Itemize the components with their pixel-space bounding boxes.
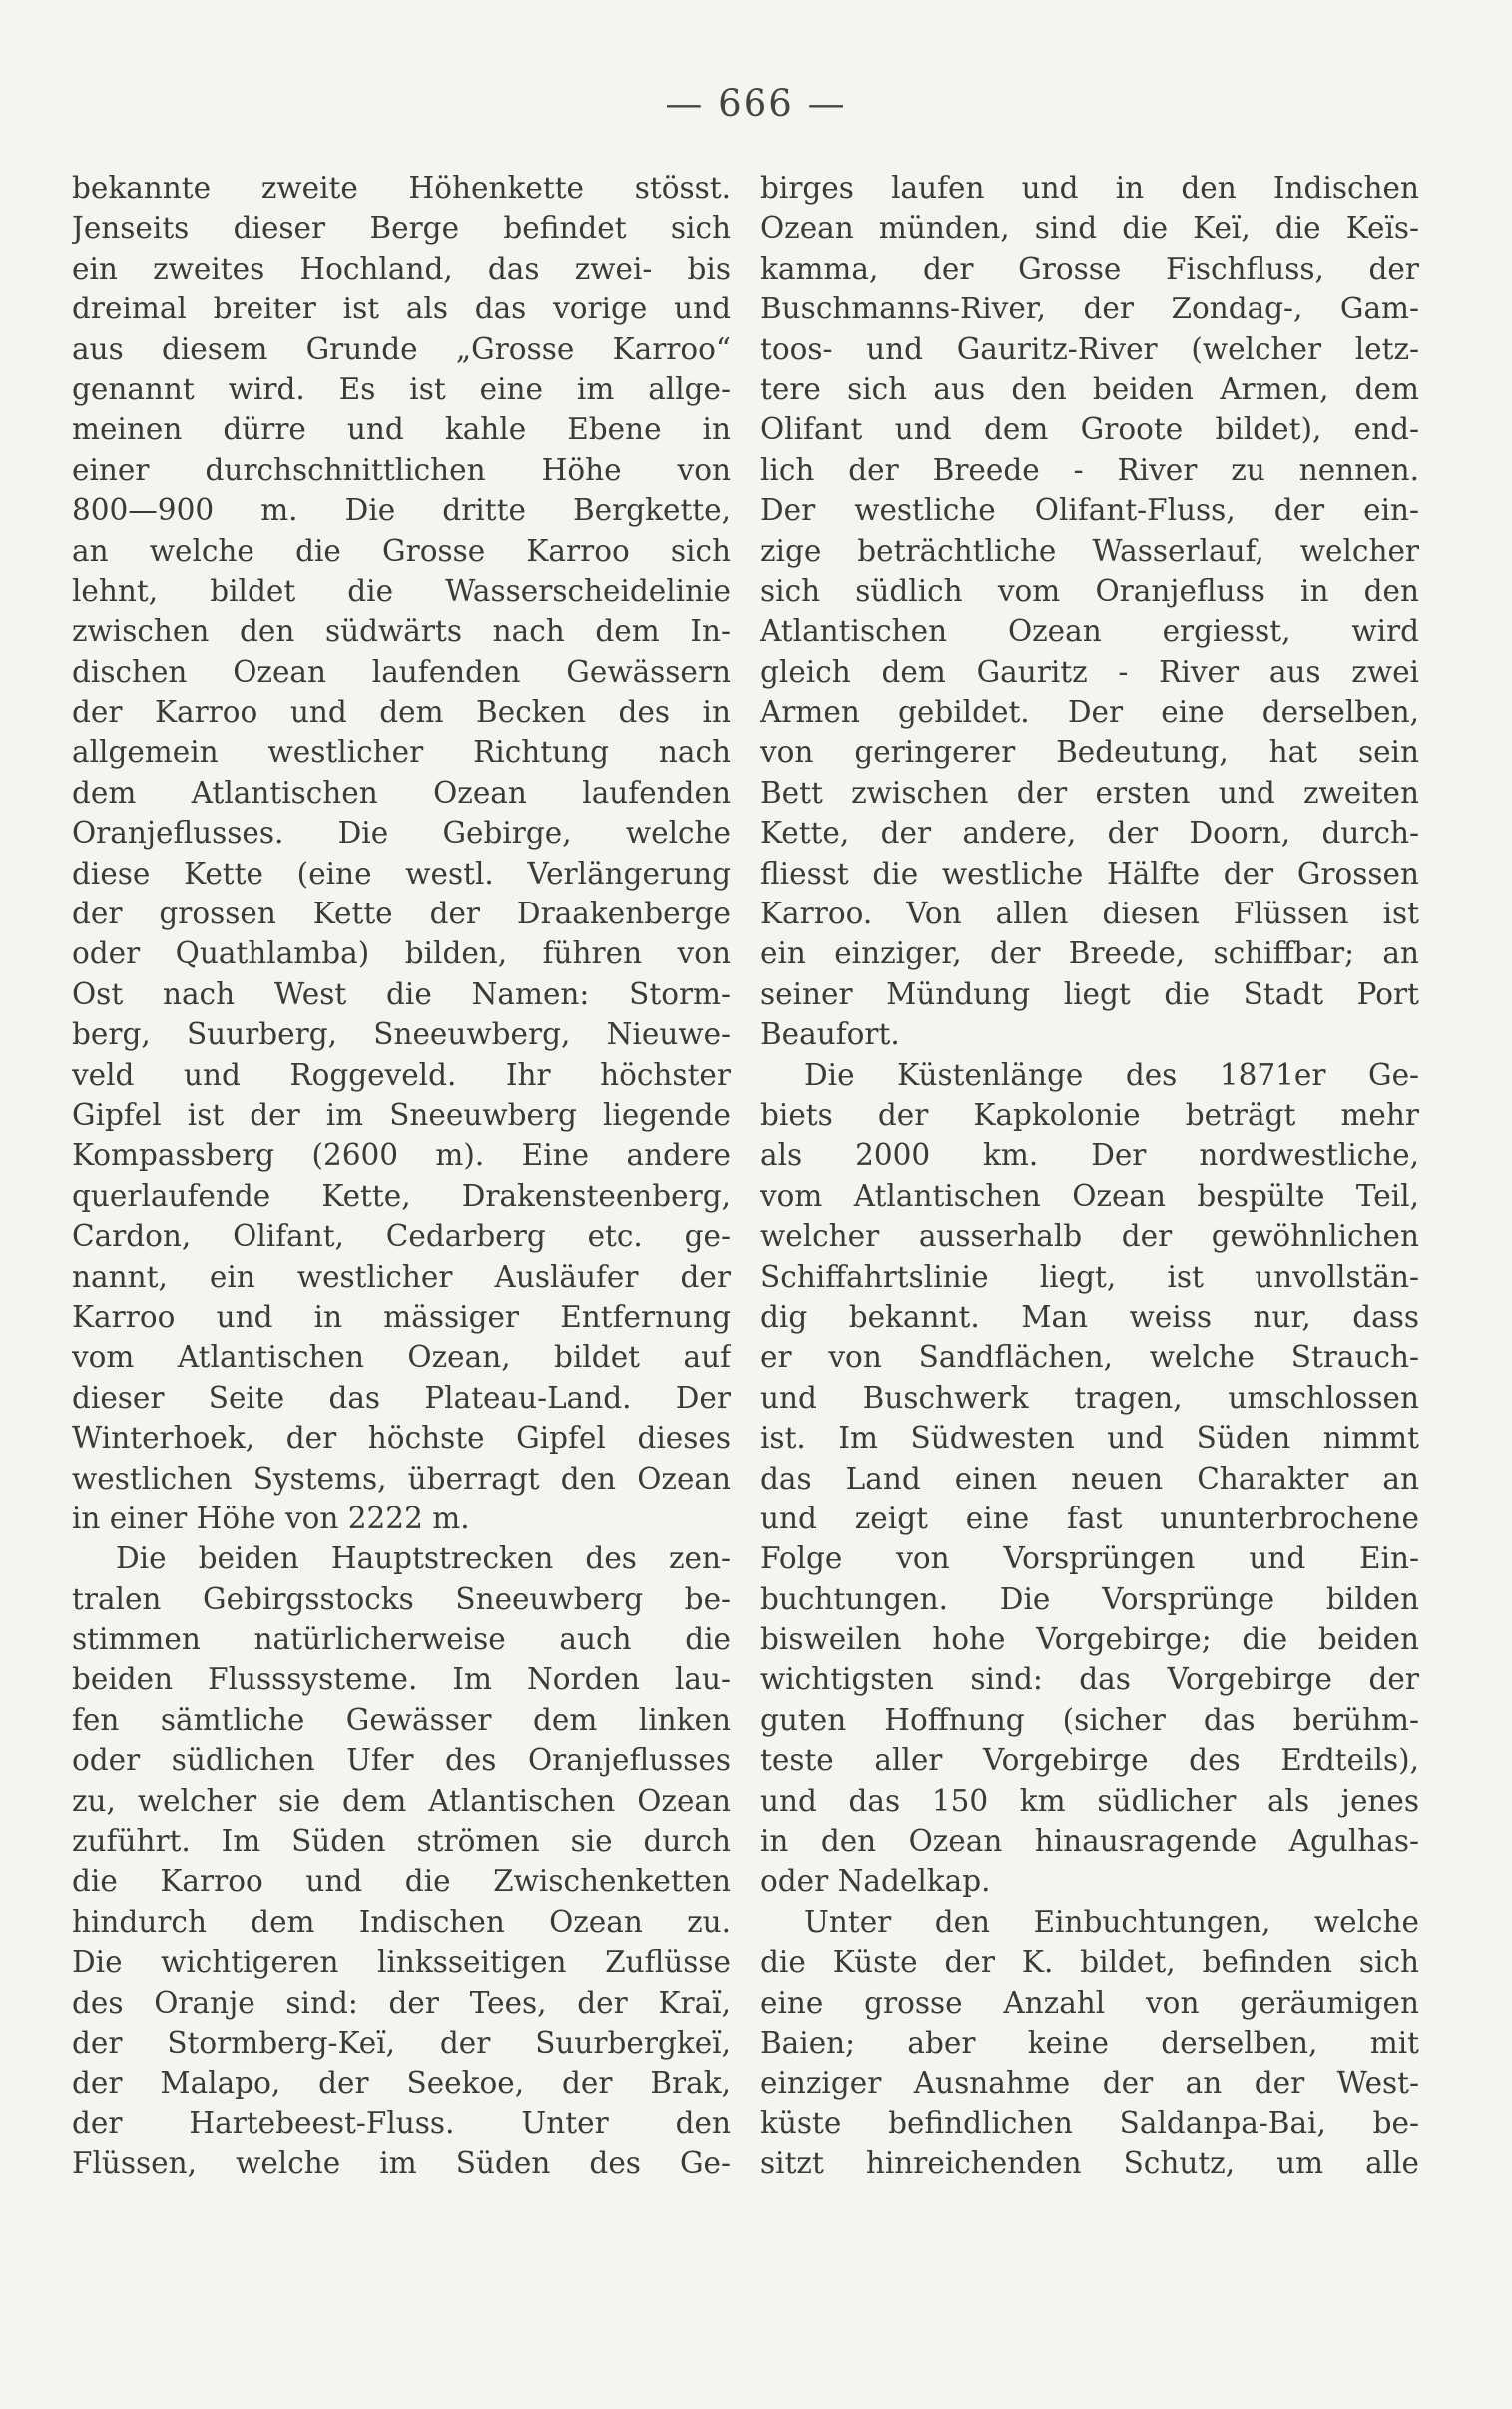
text-line: diese Kette (eine westl. Verlängerung	[72, 856, 731, 891]
text-line: eine grosse Anzahl von geräumigen	[760, 1985, 1419, 2020]
text-line: Karroo und in mässiger Entfernung	[72, 1299, 731, 1334]
text-line: Winterhoek, der höchste Gipfel dieses	[72, 1421, 731, 1456]
right-text-column	[760, 168, 1419, 2184]
text-line: dreimal breiter ist als das vorige und	[72, 292, 731, 326]
text-line: allgemein westlicher Richtung nach	[72, 735, 731, 770]
text-line: Die Küstenlänge des 1871er Ge-	[804, 1057, 1419, 1092]
text-line: teste aller Vorgebirge des Erdteils),	[760, 1743, 1419, 1778]
text-line: Die wichtigeren linksseitigen Zuflüsse	[72, 1945, 731, 1980]
text-line: der Malapo, der Seekoe, der Brak,	[72, 2066, 731, 2101]
text-line: Ozean münden, sind die Keï, die Keïs-	[760, 211, 1419, 246]
text-line: Karroo. Von allen diesen Flüssen ist	[760, 897, 1419, 931]
text-line: das Land einen neuen Charakter an	[760, 1461, 1419, 1496]
text-line: und zeigt eine fast ununterbrochene	[760, 1501, 1419, 1535]
text-line: Der westliche Olifant-Fluss, der ein-	[760, 493, 1419, 528]
text-line: Die beiden Hauptstrecken des zen-	[116, 1541, 731, 1576]
text-line: von geringerer Bedeutung, hat sein	[760, 735, 1419, 770]
text-line: toos- und Gauritz-River (welcher letz-	[760, 331, 1419, 366]
text-line: bekannte zweite Höhenkette stösst.	[72, 171, 731, 205]
text-line: zuführt. Im Süden strömen sie durch	[72, 1824, 731, 1859]
text-line: bisweilen hohe Vorgebirge; die beiden	[760, 1622, 1419, 1657]
text-line: hindurch dem Indischen Ozean zu.	[72, 1904, 731, 1939]
text-line: oder südlichen Ufer des Oranjeflusses	[72, 1743, 731, 1778]
text-line: kamma, der Grosse Fischfluss, der	[760, 251, 1419, 286]
text-line: dig bekannt. Man weiss nur, dass	[760, 1299, 1419, 1334]
text-line: der Hartebeest-Fluss. Unter den	[72, 2106, 731, 2140]
text-line: Gipfel ist der im Sneeuwberg liegende	[72, 1097, 731, 1132]
text-line: zu, welcher sie dem Atlantischen Ozean	[72, 1783, 731, 1818]
text-line: vom Atlantischen Ozean, bildet auf	[72, 1340, 731, 1375]
text-line: Unter den Einbuchtungen, welche	[804, 1904, 1419, 1939]
text-line: in einer Höhe von 2222 m.	[72, 1501, 470, 1535]
text-line: Ost nach West die Namen: Storm-	[72, 976, 731, 1011]
text-line: dieser Seite das Plateau-Land. Der	[72, 1380, 731, 1415]
text-line: berg, Suurberg, Sneeuwberg, Nieuwe-	[72, 1017, 731, 1052]
text-line: der grossen Kette der Draakenberge	[72, 897, 731, 931]
text-line: und das 150 km südlicher als jenes	[760, 1783, 1419, 1818]
text-line: Baien; aber keine derselben, mit	[760, 2025, 1419, 2060]
text-line: wichtigsten sind: das Vorgebirge der	[760, 1662, 1419, 1697]
text-line: zwischen den südwärts nach dem In-	[72, 614, 731, 649]
text-line: stimmen natürlicherweise auch die	[72, 1622, 731, 1657]
text-line: welcher ausserhalb der gewöhnlichen	[760, 1219, 1419, 1254]
text-line: gleich dem Gauritz - River aus zwei	[760, 654, 1419, 689]
text-line: sitzt hinreichenden Schutz, um alle	[760, 2146, 1419, 2181]
text-line: Atlantischen Ozean ergiesst, wird	[760, 614, 1419, 649]
text-line: nannt, ein westlicher Ausläufer der	[72, 1259, 731, 1294]
text-line: ein zweites Hochland, das zwei- bis	[72, 251, 731, 286]
text-line: Schiffahrtslinie liegt, ist unvollstän-	[760, 1259, 1419, 1294]
text-line: guten Hoffnung (sicher das berühm-	[760, 1702, 1419, 1737]
text-line: genannt wird. Es ist eine im allge-	[72, 371, 731, 406]
text-line: Bett zwischen der ersten und zweiten	[760, 775, 1419, 810]
text-line: Flüssen, welche im Süden des Ge-	[72, 2146, 731, 2181]
text-line: tralen Gebirgsstocks Sneeuwberg be-	[72, 1581, 731, 1616]
left-text-column	[72, 168, 731, 2184]
text-line: Oranjeflusses. Die Gebirge, welche	[72, 816, 731, 851]
text-line: Kette, der andere, der Doorn, durch-	[760, 816, 1419, 851]
text-line: oder Nadelkap.	[760, 1864, 991, 1899]
text-line: Cardon, Olifant, Cedarberg etc. ge-	[72, 1219, 731, 1254]
text-line: Folge von Vorsprüngen und Ein-	[760, 1541, 1419, 1576]
text-line: seiner Mündung liegt die Stadt Port	[760, 976, 1419, 1011]
text-line: er von Sandflächen, welche Strauch-	[760, 1340, 1419, 1375]
text-line: veld und Roggeveld. Ihr höchster	[72, 1057, 731, 1092]
text-line: als 2000 km. Der nordwestliche,	[760, 1138, 1419, 1173]
text-line: an welche die Grosse Karroo sich	[72, 533, 731, 568]
page-number: — 666 —	[665, 82, 847, 125]
text-line: aus diesem Grunde „Grosse Karroo“	[72, 331, 731, 366]
text-line: tere sich aus den beiden Armen, dem	[760, 371, 1419, 406]
text-line: Olifant und dem Groote bildet), end-	[760, 412, 1419, 447]
text-line: einer durchschnittlichen Höhe von	[72, 452, 731, 487]
text-line: dischen Ozean laufenden Gewässern	[72, 654, 731, 689]
text-line: querlaufende Kette, Drakensteenberg,	[72, 1178, 731, 1213]
text-line: beiden Flusssysteme. Im Norden lau-	[72, 1662, 731, 1697]
text-line: Buschmanns-River, der Zondag-, Gam-	[760, 292, 1419, 326]
text-line: westlichen Systems, überragt den Ozean	[72, 1461, 731, 1496]
text-line: des Oranje sind: der Tees, der Kraï,	[72, 1985, 731, 2020]
text-line: die Küste der K. bildet, befinden sich	[760, 1945, 1419, 1980]
text-line: küste befindlichen Saldanpa-Bai, be-	[760, 2106, 1419, 2140]
text-line: ist. Im Südwesten und Süden nimmt	[760, 1421, 1419, 1456]
text-line: der Karroo und dem Becken des in	[72, 695, 731, 730]
text-line: lich der Breede - River zu nennen.	[760, 452, 1419, 487]
text-line: lehnt, bildet die Wasserscheidelinie	[72, 573, 731, 608]
text-line: meinen dürre und kahle Ebene in	[72, 412, 731, 447]
text-line: Kompassberg (2600 m). Eine andere	[72, 1138, 731, 1173]
text-line: 800—900 m. Die dritte Bergkette,	[72, 493, 731, 528]
text-line: Beaufort.	[760, 1017, 900, 1052]
text-line: biets der Kapkolonie beträgt mehr	[760, 1097, 1419, 1132]
text-line: Armen gebildet. Der eine derselben,	[760, 695, 1419, 730]
text-line: fen sämtliche Gewässer dem linken	[72, 1702, 731, 1737]
text-line: zige beträchtliche Wasserlauf, welcher	[760, 533, 1419, 568]
text-line: fliesst die westliche Hälfte der Grossen	[760, 856, 1419, 891]
text-line: birges laufen und in den Indischen	[760, 171, 1419, 205]
text-line: buchtungen. Die Vorsprünge bilden	[760, 1581, 1419, 1616]
text-line: Jenseits dieser Berge befindet sich	[72, 211, 731, 246]
text-line: ein einziger, der Breede, schiffbar; an	[760, 936, 1419, 971]
text-line: die Karroo und die Zwischenketten	[72, 1864, 731, 1899]
text-line: der Stormberg-Keï, der Suurbergkeï,	[72, 2025, 731, 2060]
text-line: vom Atlantischen Ozean bespülte Teil,	[760, 1178, 1419, 1213]
text-line: dem Atlantischen Ozean laufenden	[72, 775, 731, 810]
text-line: einziger Ausnahme der an der West-	[760, 2066, 1419, 2101]
text-line: sich südlich vom Oranjefluss in den	[760, 573, 1419, 608]
text-line: oder Quathlamba) bilden, führen von	[72, 936, 731, 971]
text-line: in den Ozean hinausragende Agulhas-	[760, 1824, 1419, 1859]
text-line: und Buschwerk tragen, umschlossen	[760, 1380, 1419, 1415]
